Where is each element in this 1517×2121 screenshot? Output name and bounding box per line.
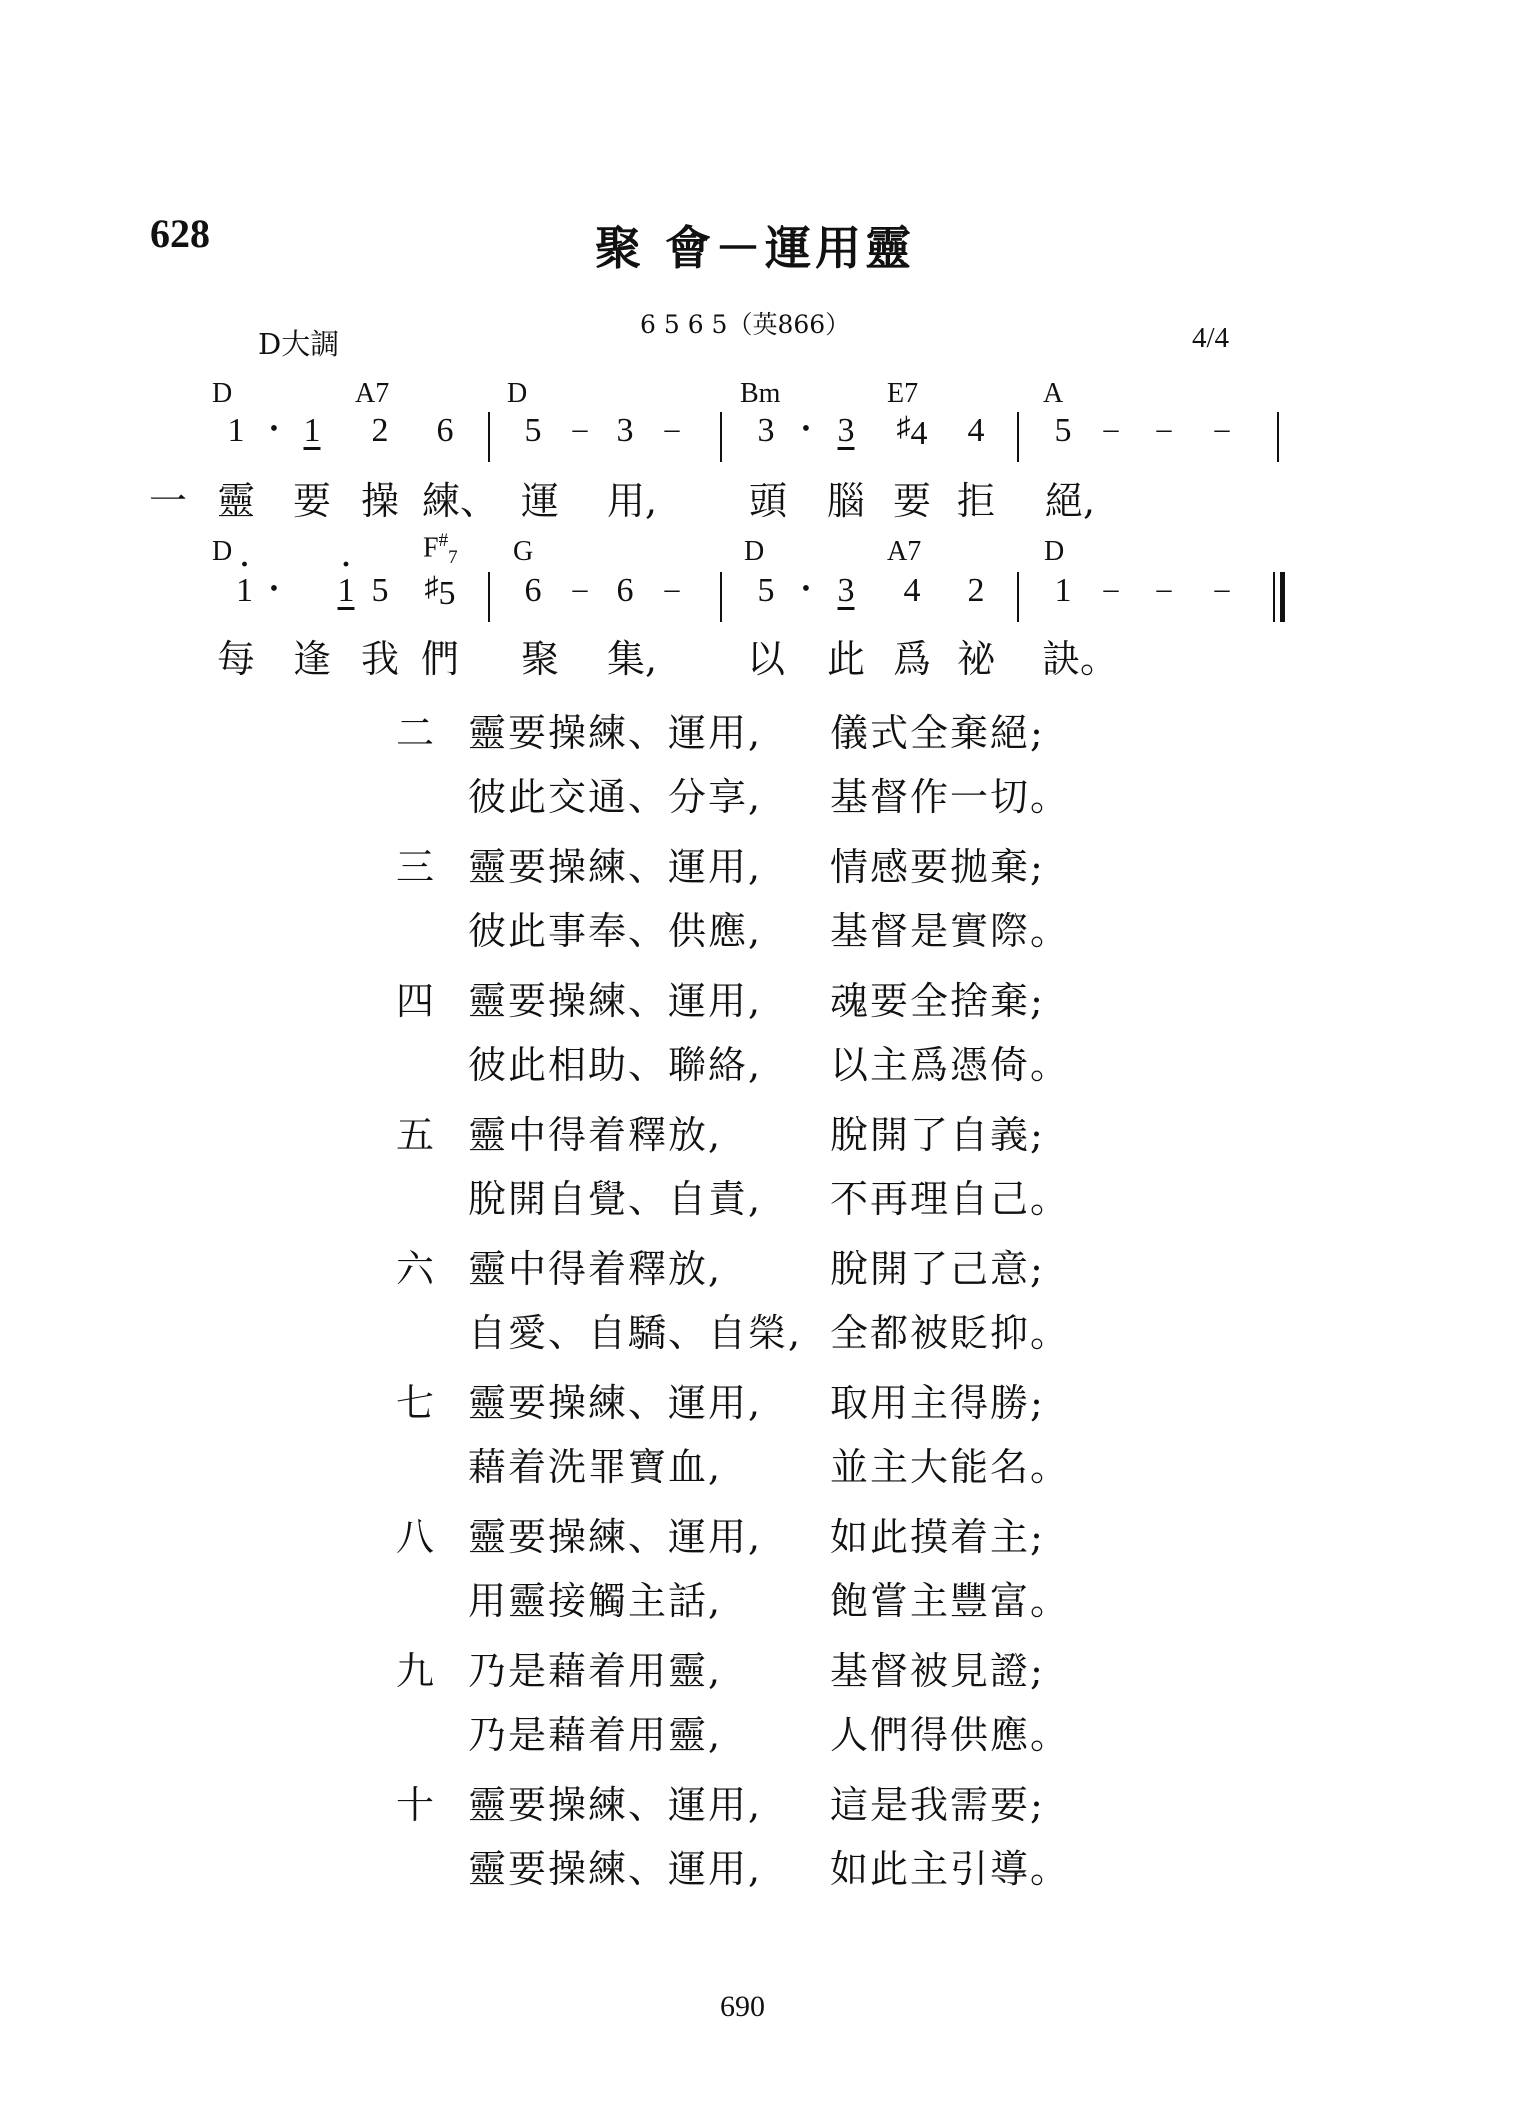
lyric-char: 操 (360, 479, 400, 523)
note: 3 (837, 572, 855, 609)
verse-line: 自愛、自驕、自榮, (468, 1311, 803, 1355)
dash-mark: – (1103, 572, 1119, 605)
verse-line: 魂要全捨棄; (830, 979, 1045, 1023)
verse-line: 乃是藉着用靈, (468, 1713, 723, 1757)
verse-line: 取用主得勝; (830, 1381, 1045, 1425)
verse-line: 脫開了己意; (830, 1247, 1045, 1291)
key-signature: D大調 (258, 327, 340, 361)
hymn-title: 聚 會－運用靈 (595, 221, 916, 275)
verse-number: 二 (396, 711, 437, 755)
verse-number: 九 (396, 1649, 437, 1693)
lyric-char: 訣。 (1041, 637, 1119, 681)
verse-line: 飽嘗主豐富。 (830, 1579, 1071, 1623)
verse-line: 人們得供應。 (830, 1713, 1071, 1757)
barline (720, 572, 722, 622)
note: ♯5 (424, 572, 456, 612)
verse-line: 基督作一切。 (830, 775, 1071, 819)
lyric-char: 每 (216, 637, 256, 681)
lyric-char: 頭 (748, 479, 788, 523)
verse-line: 不再理自己。 (830, 1177, 1071, 1221)
verse-line: 靈中得着釋放, (468, 1113, 723, 1157)
chord: G (513, 536, 534, 567)
verse-line: 靈要操練、運用, (468, 1783, 763, 1827)
lyric-line-1 (0, 470, 1517, 530)
dash-mark: – (572, 412, 588, 445)
note: 3 (616, 412, 634, 449)
note: 1 (227, 412, 245, 449)
verse-line: 如此摸着主; (830, 1515, 1045, 1559)
lyric-char: 聚 (520, 637, 560, 681)
meter: 6 5 6 5（英866） (640, 310, 851, 339)
barline (488, 412, 490, 462)
verse-line: 情感要拋棄; (830, 845, 1045, 889)
verse-line: 靈要操練、運用, (468, 711, 763, 755)
dash-mark: – (664, 412, 680, 445)
verse-line: 乃是藉着用靈, (468, 1649, 723, 1693)
dash-mark: – (1214, 572, 1230, 605)
note: 3 (757, 412, 775, 449)
dash-mark: – (1156, 412, 1172, 445)
verse-line: 並主大能名。 (830, 1445, 1071, 1489)
barline (1277, 412, 1279, 462)
note: · 1 (236, 572, 253, 609)
note: 2 (371, 412, 389, 449)
chord: D (1044, 536, 1065, 567)
lyric-char: 逢 (292, 637, 332, 681)
note: 5 (1054, 412, 1072, 449)
verse-number: 七 (396, 1381, 437, 1425)
verse-number: 八 (396, 1515, 437, 1559)
verse-line: 脫開了自義; (830, 1113, 1045, 1157)
lyric-char: 以 (746, 637, 786, 681)
verse-line: 靈要操練、運用, (468, 1847, 763, 1891)
verse-line: 靈要操練、運用, (468, 1515, 763, 1559)
lyric-char: 爲 (892, 637, 932, 681)
verse-line: 脫開自覺、自責, (468, 1177, 763, 1221)
hymn-number: 628 (150, 211, 210, 256)
verse-line: 儀式全棄絕; (830, 711, 1045, 755)
verse-number: 三 (396, 845, 437, 889)
chord: A7 (887, 536, 922, 567)
chord: Bm (740, 378, 781, 409)
dot-mark: • (801, 576, 811, 602)
verse-line: 藉着洗罪寶血, (468, 1445, 723, 1489)
lyric-char: 祕 (956, 637, 996, 681)
note: ♯4 (896, 412, 928, 452)
verse-line: 基督被見證; (830, 1649, 1045, 1693)
lyric-char: 要 (892, 479, 932, 523)
chord: D (507, 378, 528, 409)
chord: A7 (355, 378, 390, 409)
verse-number: 六 (396, 1247, 437, 1291)
notation-line-1 (0, 412, 1517, 467)
verse-number: 四 (396, 979, 437, 1023)
lyric-line-2 (0, 628, 1517, 688)
note: 1 (1054, 572, 1072, 609)
lyric-char: 我 (360, 637, 400, 681)
verse-line: 以主爲憑倚。 (830, 1043, 1071, 1087)
lyric-char: 集, (606, 637, 658, 681)
lyric-char: 拒 (956, 479, 996, 523)
verse-line: 靈要操練、運用, (468, 845, 763, 889)
note: 6 (616, 572, 634, 609)
dash-mark: – (664, 572, 680, 605)
dash-mark: – (1103, 412, 1119, 445)
verse-line: 如此主引導。 (830, 1847, 1071, 1891)
notation-line-2 (0, 572, 1517, 627)
barline (1017, 412, 1019, 462)
lyric-char: 腦 (826, 479, 866, 523)
chord: A (1043, 378, 1064, 409)
note: 1 (303, 412, 321, 449)
verse-line: 這是我需要; (830, 1783, 1045, 1827)
verse-line: 彼此事奉、供應, (468, 909, 763, 953)
dash-mark: – (572, 572, 588, 605)
chord: D (212, 378, 233, 409)
dot-mark: • (269, 416, 279, 442)
verse-number: 一 (148, 479, 188, 523)
lyric-char: 絕, (1044, 479, 1096, 523)
verse-line: 靈要操練、運用, (468, 1381, 763, 1425)
lyric-char: 靈 (216, 479, 256, 523)
sharp-icon: ♯ (896, 412, 911, 443)
lyric-char: 們 (420, 637, 460, 681)
verse-line: 彼此相助、聯絡, (468, 1043, 763, 1087)
verse-line: 靈中得着釋放, (468, 1247, 723, 1291)
note: 6 (436, 412, 454, 449)
note: 5 (371, 572, 389, 609)
dot-mark: • (801, 416, 811, 442)
note: 3 (837, 412, 855, 449)
sharp-icon: ♯ (424, 572, 439, 603)
verse-line: 用靈接觸主話, (468, 1579, 723, 1623)
verse-line: 彼此交通、分享, (468, 775, 763, 819)
final-barline (1280, 572, 1285, 622)
chord: D (212, 536, 233, 567)
note: 5 (524, 412, 542, 449)
lyric-char: 運 (520, 479, 560, 523)
time-signature: 4/4 (1192, 322, 1230, 354)
lyric-char: 要 (292, 479, 332, 523)
verse-number: 十 (396, 1783, 437, 1827)
lyric-char: 用, (606, 479, 658, 523)
verse-number: 五 (396, 1113, 437, 1157)
lyric-char: 練、 (421, 479, 499, 523)
dot-mark: • (269, 576, 279, 602)
lyric-char: 此 (826, 637, 866, 681)
note: 5 (757, 572, 775, 609)
barline (720, 412, 722, 462)
barline (1273, 572, 1275, 622)
note: 4 (967, 412, 985, 449)
note: 2 (967, 572, 985, 609)
verse-line: 基督是實際。 (830, 909, 1071, 953)
barline (1017, 572, 1019, 622)
verse-line: 靈要操練、運用, (468, 979, 763, 1023)
verse-line: 全都被貶抑。 (830, 1311, 1071, 1355)
note: · 1 (338, 572, 355, 609)
barline (488, 572, 490, 622)
chord: $F^{\#}_7$ (423, 530, 458, 568)
chord: D (744, 536, 765, 567)
dash-mark: – (1156, 572, 1172, 605)
note: 6 (524, 572, 542, 609)
chord: E7 (887, 378, 919, 409)
note: 4 (903, 572, 921, 609)
dash-mark: – (1214, 412, 1230, 445)
page-number: 690 (720, 1990, 765, 2023)
